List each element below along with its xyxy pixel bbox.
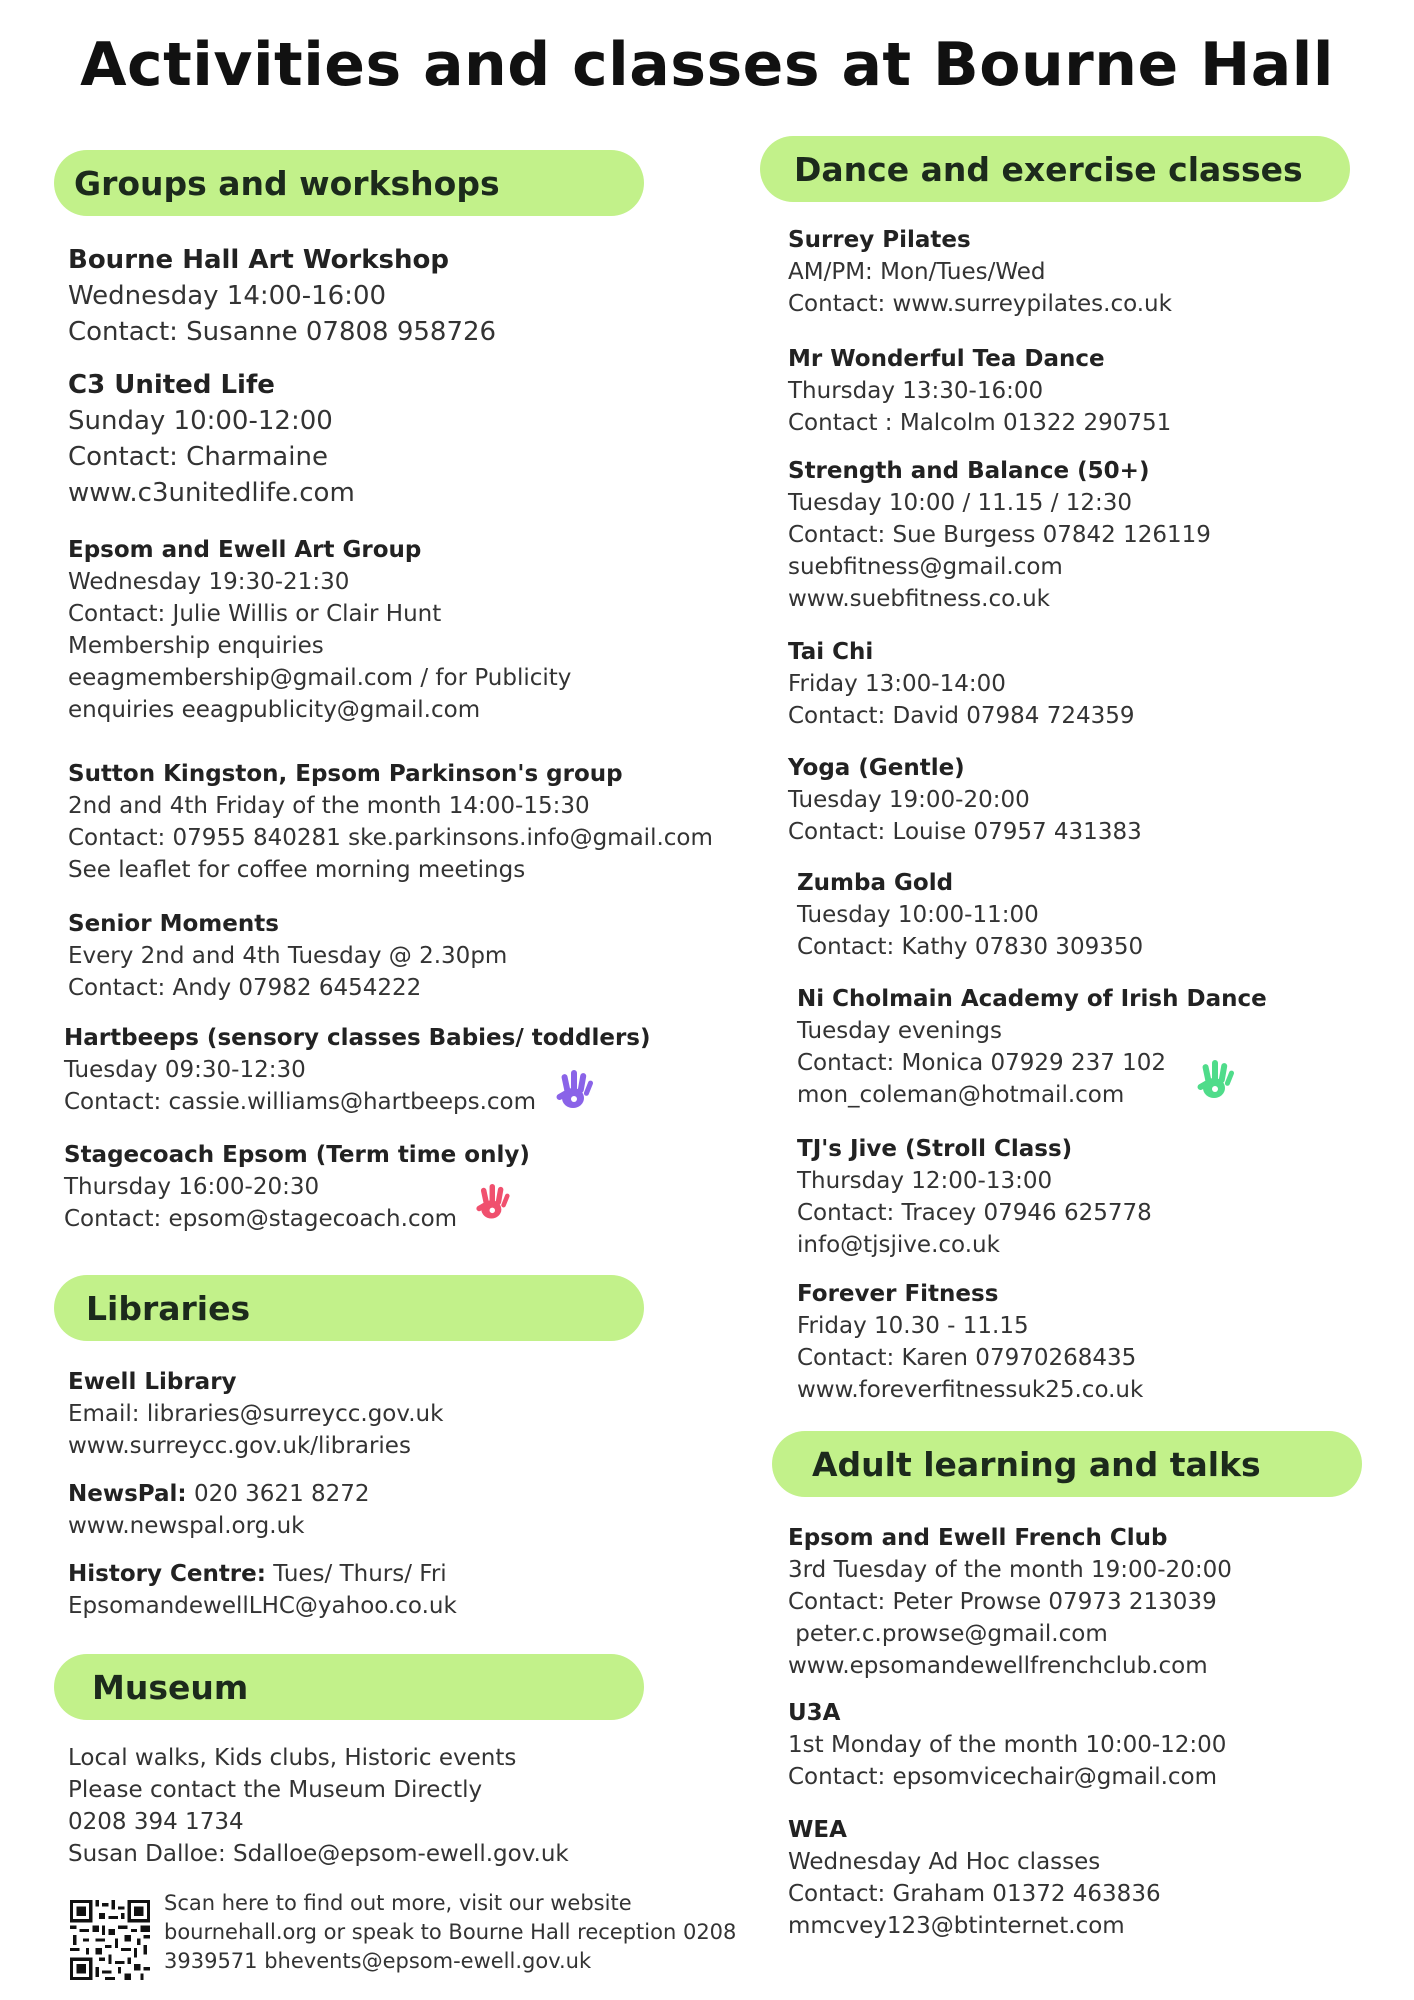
entry-line: eeagmembership@gmail.com / for Publicity <box>68 665 572 691</box>
entry-line: www.surreycc.gov.uk/libraries <box>68 1433 411 1459</box>
entry-line: Thursday 16:00-20:30 <box>64 1174 320 1200</box>
entry-strength-balance <box>788 455 1211 615</box>
entry-line: Contact: epsom@stagecoach.com <box>64 1206 458 1232</box>
section-heading-adult-learning: Adult learning and talks <box>772 1431 1362 1497</box>
entry-line: AM/PM: Mon/Tues/Wed <box>788 259 1046 285</box>
entry-title: Hartbeeps (sensory classes Babies/ toddlers) <box>64 1025 651 1051</box>
entry-title: Sutton Kingston, Epsom Parkinson's group <box>68 761 623 787</box>
entry-tai-chi <box>788 636 1135 732</box>
entry-line: peter.c.prowse@gmail.com <box>788 1621 1108 1647</box>
entry-newspal <box>68 1478 370 1542</box>
entry-title: Yoga (Gentle) <box>788 755 965 781</box>
entry-title: NewsPal: <box>68 1481 187 1507</box>
entry-line: EpsomandewellLHC@yahoo.co.uk <box>68 1593 457 1619</box>
entry-title: U3A <box>788 1700 841 1726</box>
entry-title: Ni Cholmain Academy of Irish Dance <box>797 986 1267 1012</box>
page-title: Activities and classes at Bourne Hall <box>80 30 1334 100</box>
entry-line: Contact : Malcolm 01322 290751 <box>788 410 1172 436</box>
entry-line: Contact: www.surreypilates.co.uk <box>788 291 1172 317</box>
entry-line: www.c3unitedlife.com <box>68 478 355 508</box>
entry-line: See leaflet for coffee morning meetings <box>68 857 526 883</box>
entry-art-group <box>68 534 571 726</box>
entry-line: Contact: Tracey 07946 625778 <box>797 1200 1152 1226</box>
entry-forever-fitness <box>797 1278 1143 1406</box>
entry-line: www.epsomandewellfrenchclub.com <box>788 1653 1208 1679</box>
section-heading-groups: Groups and workshops <box>54 150 644 216</box>
section-heading-museum: Museum <box>54 1654 644 1720</box>
entry-yoga <box>788 752 1142 848</box>
entry-line: Contact: David 07984 724359 <box>788 703 1135 729</box>
entry-zumba-gold <box>797 867 1143 963</box>
entry-u3a <box>788 1697 1226 1793</box>
entry-line: Wednesday 14:00-16:00 <box>68 281 387 311</box>
entry-line: Contact: Julie Willis or Clair Hunt <box>68 601 442 627</box>
qr-code-icon[interactable] <box>70 1900 150 1980</box>
entry-line: Sunday 10:00-12:00 <box>68 406 333 436</box>
entry-title: Ewell Library <box>68 1369 237 1395</box>
entry-title: Stagecoach Epsom (Term time only) <box>64 1142 530 1168</box>
entry-line: Local walks, Kids clubs, Historic events <box>68 1745 517 1771</box>
entry-title: Epsom and Ewell Art Group <box>68 537 422 563</box>
entry-tea-dance <box>788 343 1171 439</box>
entry-wea <box>788 1814 1161 1942</box>
entry-line: Tuesday 10:00-11:00 <box>797 902 1039 928</box>
entry-line: www.suebfitness.co.uk <box>788 586 1050 612</box>
entry-line: Contact: Charmaine <box>68 442 328 472</box>
entry-french-club <box>788 1522 1232 1682</box>
entry-line: Contact: Monica 07929 237 102 <box>797 1050 1167 1076</box>
entry-line: Contact: Karen 07970268435 <box>797 1345 1137 1371</box>
entry-title: Zumba Gold <box>797 870 954 896</box>
section-heading-libraries: Libraries <box>54 1275 644 1341</box>
footer-note: Scan here to find out more, visit our website bournehall.org or speak to Bourne Hall reception 0208 3939571 bhevents@epsom-ewell.gov.uk <box>164 1891 737 1973</box>
entry-history-centre <box>68 1558 457 1622</box>
entry-c3-united-life <box>68 367 355 511</box>
entry-line: Tuesday evenings <box>797 1018 1002 1044</box>
entry-line: www.newspal.org.uk <box>68 1513 305 1539</box>
entry-line: Thursday 13:30-16:00 <box>788 378 1044 404</box>
entry-line: Tuesday 09:30-12:30 <box>64 1057 306 1083</box>
entry-line: Contact: Peter Prowse 07973 213039 <box>788 1589 1217 1615</box>
entry-inline: 020 3621 8272 <box>186 1481 370 1507</box>
entry-line: Membership enquiries <box>68 633 324 659</box>
entry-surrey-pilates <box>788 224 1172 320</box>
entry-line: Wednesday Ad Hoc classes <box>788 1849 1101 1875</box>
entry-line: www.foreverfitnessuk25.co.uk <box>797 1377 1144 1403</box>
entry-art-workshop <box>68 242 496 350</box>
entry-line: Tuesday 19:00-20:00 <box>788 787 1030 813</box>
entry-line: Email: libraries@surreycc.gov.uk <box>68 1401 444 1427</box>
entry-line: 3rd Tuesday of the month 19:00-20:00 <box>788 1557 1232 1583</box>
entry-line: Friday 13:00-14:00 <box>788 671 1006 697</box>
entry-line: Susan Dalloe: Sdalloe@epsom-ewell.gov.uk <box>68 1841 569 1867</box>
entry-tjs-jive <box>797 1133 1152 1261</box>
handprint-purple-icon <box>555 1068 599 1116</box>
entry-title: C3 United Life <box>68 370 275 400</box>
entry-title: Epsom and Ewell French Club <box>788 1525 1168 1551</box>
entry-title: TJ's Jive (Stroll Class) <box>797 1136 1073 1162</box>
entry-line: suebfitness@gmail.com <box>788 554 1063 580</box>
entry-title: Forever Fitness <box>797 1281 999 1307</box>
entry-stagecoach <box>64 1139 530 1235</box>
entry-line: Contact: Andy 07982 6454222 <box>68 975 422 1001</box>
entry-line: Contact: Kathy 07830 309350 <box>797 934 1144 960</box>
entry-line: Every 2nd and 4th Tuesday @ 2.30pm <box>68 943 508 969</box>
entry-title: Bourne Hall Art Workshop <box>68 245 449 275</box>
entry-title: WEA <box>788 1817 847 1843</box>
entry-line: 2nd and 4th Friday of the month 14:00-15:30 <box>68 793 590 819</box>
entry-line: Please contact the Museum Directly <box>68 1777 483 1803</box>
entry-line: Contact: Susanne 07808 958726 <box>68 317 497 347</box>
entry-line: Contact: 07955 840281 ske.parkinsons.info@gmail.com <box>68 825 713 851</box>
entry-title: Surrey Pilates <box>788 227 971 253</box>
entry-line: Contact: Graham 01372 463836 <box>788 1881 1161 1907</box>
entry-title: Tai Chi <box>788 639 874 665</box>
handprint-green-icon <box>1196 1058 1240 1106</box>
entry-line: Thursday 12:00-13:00 <box>797 1168 1053 1194</box>
entry-line: info@tjsjive.co.uk <box>797 1232 1000 1258</box>
entry-line: 0208 394 1734 <box>68 1809 244 1835</box>
entry-parkinsons-group <box>68 758 713 886</box>
entry-line: mmcvey123@btinternet.com <box>788 1913 1125 1939</box>
handprint-red-icon <box>475 1182 515 1226</box>
entry-senior-moments <box>68 908 507 1004</box>
entry-title: Senior Moments <box>68 911 279 937</box>
entry-line: Contact: epsomvicechair@gmail.com <box>788 1764 1218 1790</box>
entry-line: Friday 10.30 - 11.15 <box>797 1313 1029 1339</box>
section-heading-dance: Dance and exercise classes <box>760 136 1350 202</box>
entry-line: 1st Monday of the month 10:00-12:00 <box>788 1732 1227 1758</box>
entry-title: Strength and Balance (50+) <box>788 458 1150 484</box>
entry-line: enquiries eeagpublicity@gmail.com <box>68 697 481 723</box>
entry-inline: Tues/ Thurs/ Fri <box>265 1561 447 1587</box>
entry-line: Contact: Louise 07957 431383 <box>788 819 1142 845</box>
entry-line: Contact: Sue Burgess 07842 126119 <box>788 522 1211 548</box>
entry-line: Wednesday 19:30-21:30 <box>68 569 350 595</box>
entry-line: Tuesday 10:00 / 11.15 / 12:30 <box>788 490 1133 516</box>
entry-title: Mr Wonderful Tea Dance <box>788 346 1105 372</box>
entry-museum <box>68 1742 569 1870</box>
entry-ewell-library <box>68 1366 443 1462</box>
entry-title: History Centre: <box>68 1561 266 1587</box>
entry-line: Contact: cassie.williams@hartbeeps.com <box>64 1089 537 1115</box>
entry-line: mon_coleman@hotmail.com <box>797 1082 1125 1108</box>
